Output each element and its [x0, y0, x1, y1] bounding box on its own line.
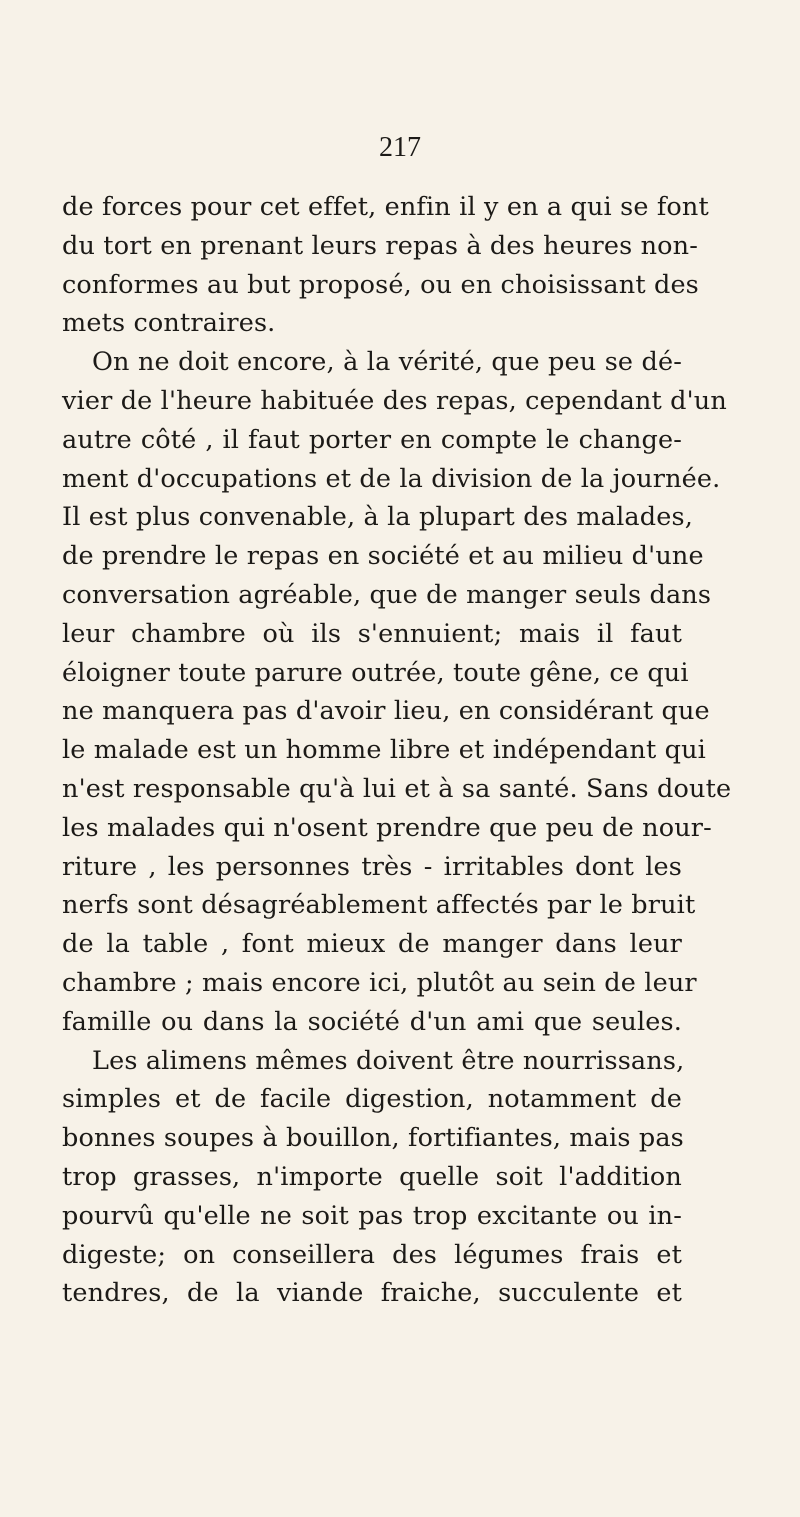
- text-line: chambre ; mais encore ici, plutôt au sein de leur: [62, 967, 697, 998]
- text-line: leur chambre où ils s'ennuient; mais il faut: [62, 618, 682, 649]
- text-line: vier de l'heure habituée des repas, cependant d'un: [62, 385, 727, 416]
- text-line: de la table , font mieux de manger dans leur: [62, 929, 682, 960]
- text-line: simples et de facile digestion, notamment de: [62, 1084, 682, 1115]
- text-line: riture , les personnes très - irritables dont les: [62, 851, 682, 882]
- paragraph-start-line: On ne doit encore, à la vérité, que peu se dé-: [92, 347, 682, 378]
- text-line: éloigner toute parure outrée, toute gêne, ce qui: [62, 657, 689, 688]
- text-line: ment d'occupations et de la division de la journée.: [62, 463, 721, 494]
- text-line: les malades qui n'osent prendre que peu de nour-: [62, 812, 712, 843]
- text-line: n'est responsable qu'à lui et à sa santé. Sans doute: [62, 773, 732, 804]
- text-line: mets contraires.: [62, 308, 276, 339]
- text-line: autre côté , il faut porter en compte le change-: [62, 424, 682, 455]
- body-text: [62, 188, 732, 1313]
- text-line: bonnes soupes à bouillon, fortifiantes, mais pas: [62, 1123, 684, 1154]
- text-line: de forces pour cet effet, enfin il y en a qui se font: [62, 192, 709, 222]
- text-line: du tort en prenant leurs repas à des heures non-: [62, 230, 699, 261]
- text-line: pourvû qu'elle ne soit pas trop excitante ou in-: [62, 1200, 682, 1231]
- text-line: tendres, de la viande fraiche, succulente et: [62, 1278, 682, 1309]
- paragraph-start-line: Les alimens mêmes doivent être nourrissans,: [92, 1045, 685, 1076]
- text-line: nerfs sont désagréablement affectés par le bruit: [62, 890, 696, 921]
- text-line: digeste; on conseillera des légumes frais et: [62, 1239, 682, 1270]
- text-line: de prendre le repas en société et au milieu d'une: [62, 541, 704, 572]
- text-line: trop grasses, n'importe quelle soit l'addition: [62, 1161, 682, 1192]
- text-line: famille ou dans la société d'un ami que seules.: [62, 1006, 682, 1037]
- text-line: conversation agréable, que de manger seuls dans: [62, 579, 712, 610]
- text-line: conformes au but proposé, ou en choisissant des: [62, 269, 699, 300]
- text-line: le malade est un homme libre et indépendant qui: [62, 735, 706, 766]
- text-line: ne manquera pas d'avoir lieu, en considérant que: [62, 696, 710, 727]
- text-line: Il est plus convenable, à la plupart des malades,: [62, 502, 693, 533]
- page-number: 217: [379, 132, 421, 163]
